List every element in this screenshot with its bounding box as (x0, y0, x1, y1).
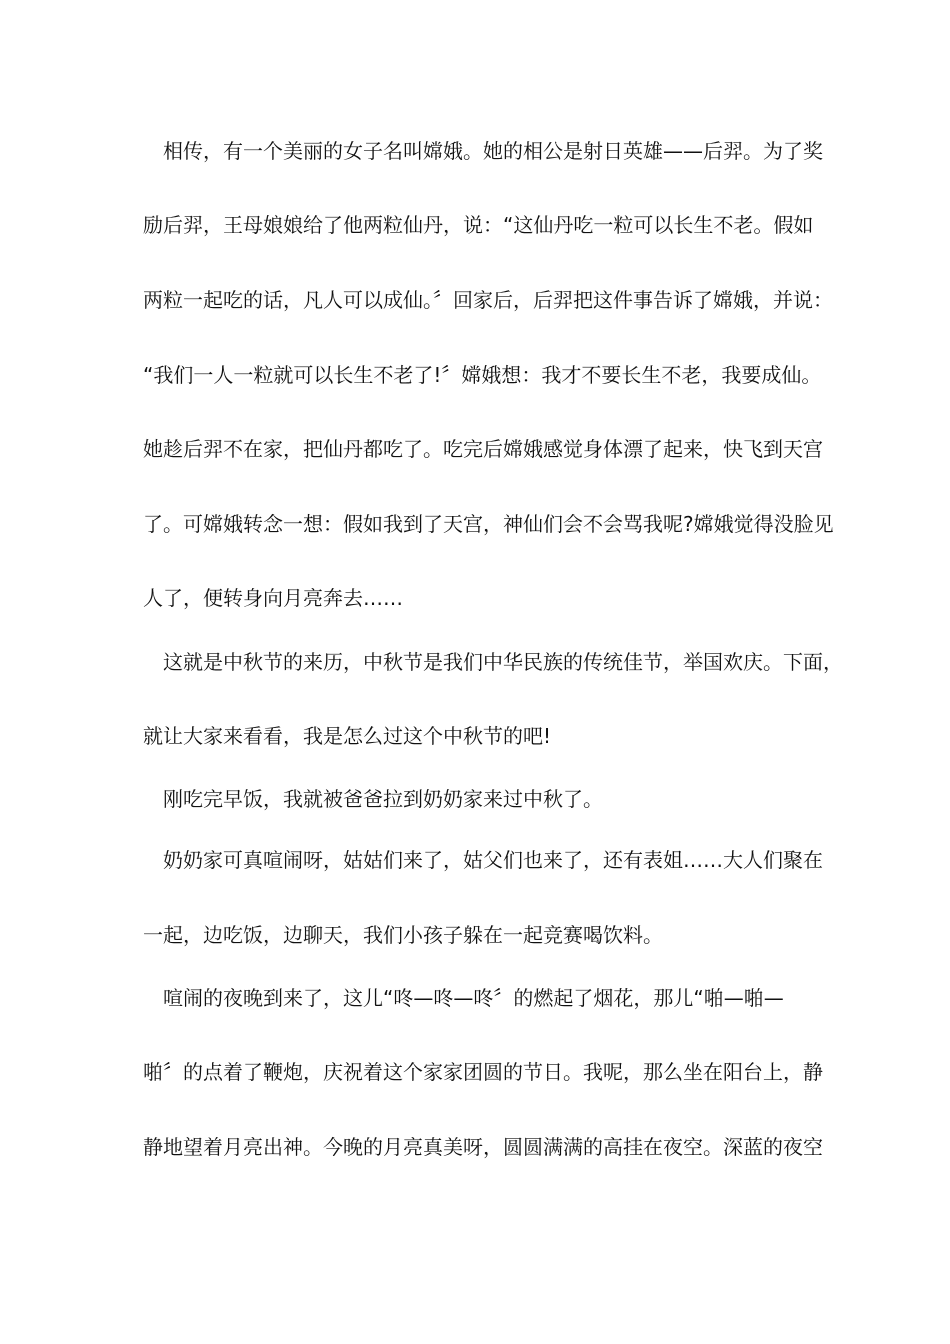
text-line: 奶奶家可真喧闹呀，姑姑们来了，姑父们也来了，还有表姐……大人们聚在 (163, 848, 823, 872)
text-line: 静地望着月亮出神。今晚的月亮真美呀，圆圆满满的高挂在夜空。深蓝的夜空 (143, 1135, 823, 1159)
text-line: 了。可嫦娥转念一想：假如我到了天宫，神仙们会不会骂我呢?嫦娥觉得没脸见 (143, 512, 834, 536)
text-line: 啪〞的点着了鞭炮，庆祝着这个家家团圆的节日。我呢，那么坐在阳台上，静 (143, 1060, 823, 1084)
text-line: 相传，有一个美丽的女子名叫嫦娥。她的相公是射日英雄——后羿。为了奖 (163, 139, 823, 163)
text-line: 这就是中秋节的来历，中秋节是我们中华民族的传统佳节，举国欢庆。下面， (163, 650, 843, 674)
text-line: 人了，便转身向月亮奔去…… (143, 586, 403, 610)
text-line: 就让大家来看看，我是怎么过这个中秋节的吧! (143, 724, 552, 748)
text-line: 喧闹的夜晚到来了，这儿“咚—咚—咚〞的燃起了烟花，那儿“啪—啪— (163, 986, 784, 1010)
text-line: 两粒一起吃的话，凡人可以成仙。〞回家后，后羿把这件事告诉了嫦娥，并说： (143, 288, 833, 312)
text-line: 励后羿，王母娘娘给了他两粒仙丹，说：“这仙丹吃一粒可以长生不老。假如 (143, 213, 814, 237)
text-line: “我们一人一粒就可以长生不老了!〞嫦娥想：我才不要长生不老，我要成仙。 (143, 363, 822, 387)
text-line: 一起，边吃饭，边聊天，我们小孩子躲在一起竞赛喝饮料。 (143, 923, 663, 947)
text-line: 刚吃完早饭，我就被爸爸拉到奶奶家来过中秋了。 (163, 787, 603, 811)
text-line: 她趁后羿不在家，把仙丹都吃了。吃完后嫦娥感觉身体漂了起来，快飞到天宫 (143, 437, 823, 461)
